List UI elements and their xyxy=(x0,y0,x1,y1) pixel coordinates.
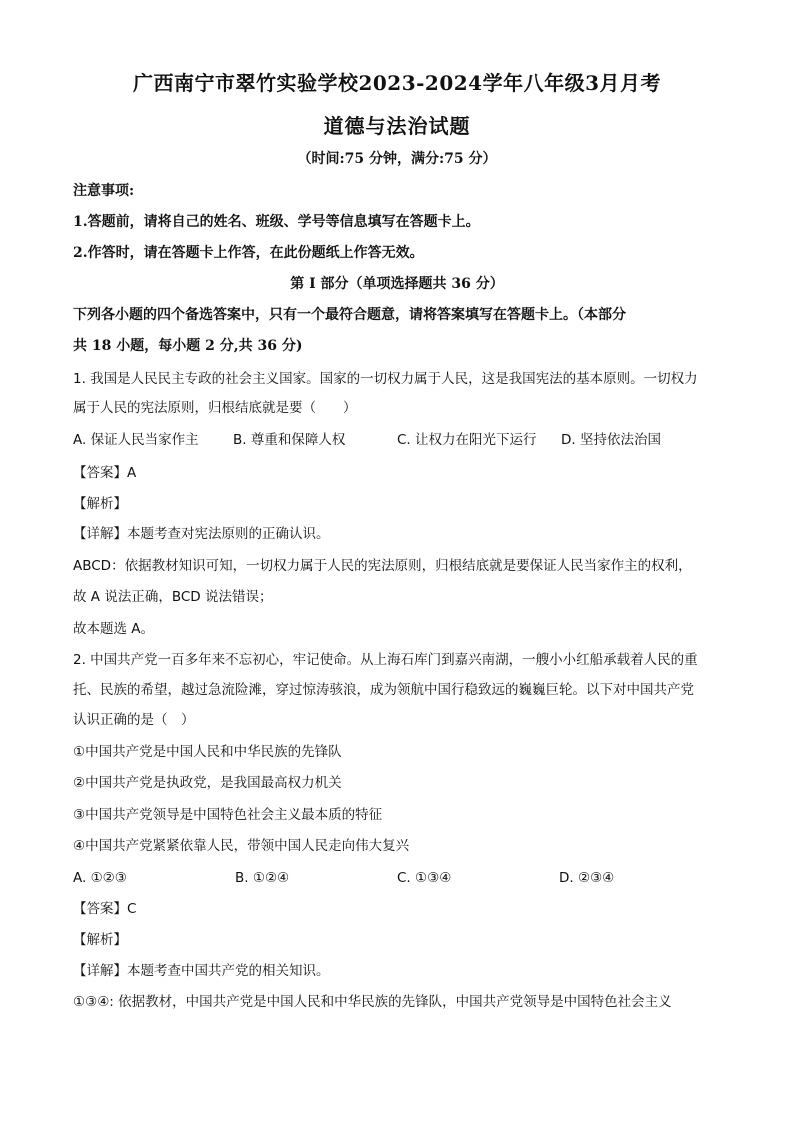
q2-statement-4: ④中国共产党紧紧依靠人民，带领中国人民走向伟大复兴 xyxy=(73,838,410,854)
q1-option-a: A. 保证人民当家作主 xyxy=(73,432,199,448)
notice-item-1: 1.答题前，请将自己的姓名、班级、学号等信息填写在答题卡上。 xyxy=(73,214,480,230)
q2-analysis: 【解析】 xyxy=(73,932,127,948)
exam-subject: 道德与法治试题 xyxy=(323,114,471,138)
q1-stem-line-2: 属于人民的宪法原则，归根结底就是要（ ） xyxy=(73,400,357,416)
q2-stem-line-3: 认识正确的是（ ） xyxy=(73,712,195,728)
q2-stem-line-2: 托、民族的希望，越过急流险滩，穿过惊涛骇浪，成为领航中国行稳致远的巍巍巨轮。以下对中国共产党 xyxy=(73,682,694,698)
q2-answer: 【答案】C xyxy=(73,901,137,917)
q2-explanation-line-1: ①③④: 依据教材，中国共产党是中国人民和中华民族的先锋队，中国共产党领导是中国特色社会主义 xyxy=(73,994,672,1010)
q1-option-b: B. 尊重和保障人权 xyxy=(233,432,346,448)
section-title: 第 I 部分（单项选择题共 36 分） xyxy=(290,276,504,292)
q2-statement-1: ①中国共产党是中国人民和中华民族的先锋队 xyxy=(73,744,342,760)
q2-option-d: D. ②③④ xyxy=(559,870,615,886)
section-instruction-line-1: 下列各小题的四个备选答案中，只有一个最符合题意，请将答案填写在答题卡上。（本部分 xyxy=(73,307,626,323)
q2-option-a: A. ①②③ xyxy=(73,870,127,886)
q1-options xyxy=(73,430,733,450)
q2-statement-2: ②中国共产党是执政党，是我国最高权力机关 xyxy=(73,775,342,791)
q1-explanation-line-3: 故本题选 A。 xyxy=(73,621,155,637)
notice-item-2: 2.作答时，请在答题卡上作答，在此份题纸上作答无效。 xyxy=(73,245,424,261)
q1-answer: 【答案】A xyxy=(73,465,137,481)
q2-stem-line-1: 2. 中国共产党一百多年来不忘初心，牢记使命。从上海石库门到嘉兴南湖，一艘小小红船承载着人民的重 xyxy=(73,652,698,668)
section-instruction-line-2: 共 18 小题，每小题 2 分,共 36 分) xyxy=(73,338,303,354)
notice-heading: 注意事项: xyxy=(73,183,135,199)
q2-detail: 【详解】本题考查中国共产党的相关知识。 xyxy=(73,963,330,979)
q1-explanation-line-1: ABCD：依据教材知识可知，一切权力属于人民的宪法原则，归根结底就是要保证人民当家作主的权利， xyxy=(73,558,692,574)
q1-detail: 【详解】本题考查对宪法原则的正确认识。 xyxy=(73,526,330,542)
exam-time-info: （时间:75 分钟，满分:75 分） xyxy=(297,151,497,167)
q2-option-c: C. ①③④ xyxy=(397,870,452,886)
q1-analysis: 【解析】 xyxy=(73,496,127,512)
q2-options xyxy=(73,868,733,888)
q1-option-d: D. 坚持依法治国 xyxy=(561,432,661,448)
q1-stem-line-1: 1. 我国是人民民主专政的社会主义国家。国家的一切权力属于人民，这是我国宪法的基本原则。一切权力 xyxy=(73,371,698,387)
q1-option-c: C. 让权力在阳光下运行 xyxy=(397,432,537,448)
q1-explanation-line-2: 故 A 说法正确，BCD 说法错误； xyxy=(73,589,273,605)
exam-title: 广西南宁市翠竹实验学校2023-2024学年八年级3月月考 xyxy=(132,71,662,95)
q2-option-b: B. ①②④ xyxy=(235,870,290,886)
q2-statement-3: ③中国共产党领导是中国特色社会主义最本质的特征 xyxy=(73,807,383,823)
